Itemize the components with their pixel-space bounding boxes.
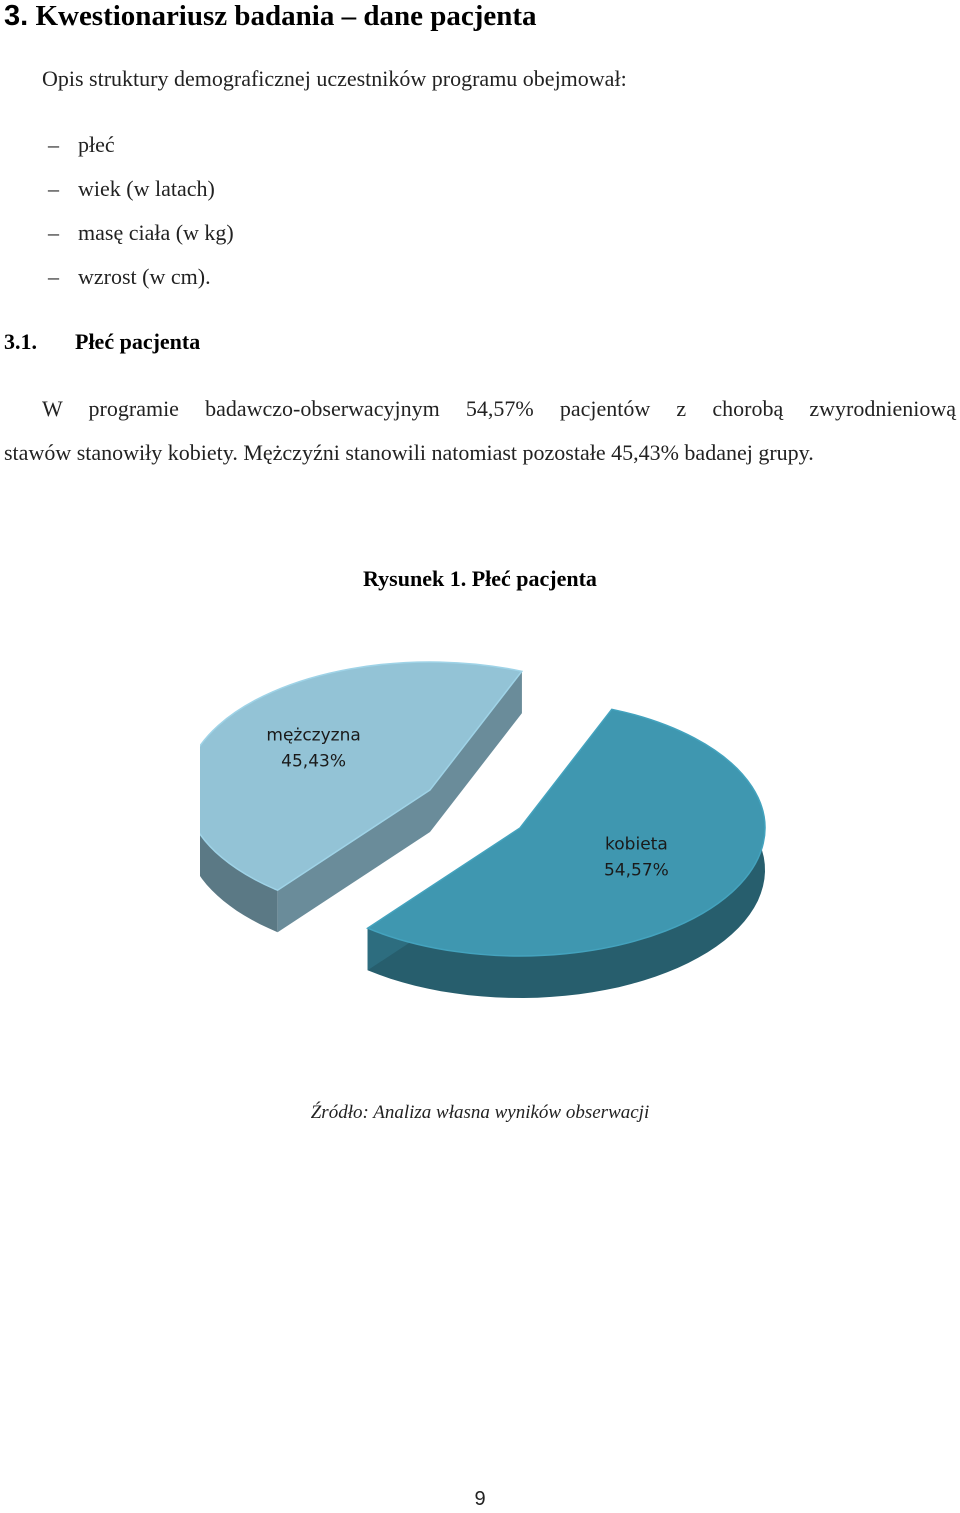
- subsection-number: 3.1.: [4, 329, 37, 354]
- list-item-text: płeć: [78, 132, 115, 157]
- slice-label: mężczyzna: [266, 725, 361, 746]
- subsection-heading: [4, 329, 200, 355]
- slice-value-label: 45,43%: [281, 751, 347, 772]
- list-bullet: –: [48, 220, 59, 245]
- page-number: 9: [474, 1488, 486, 1510]
- intro-text: Opis struktury demograficznej uczestników programu obejmował:: [42, 66, 627, 91]
- list-bullet: –: [48, 176, 59, 201]
- list-item: [48, 264, 211, 290]
- list-item-text: wiek (w latach): [78, 176, 215, 201]
- list-item-text: masę ciała (w kg): [78, 220, 234, 245]
- list-item-text: wzrost (w cm).: [78, 264, 211, 289]
- figure-caption: Rysunek 1. Płeć pacjenta: [363, 566, 597, 591]
- list-bullet: –: [48, 132, 59, 157]
- slice-value-label: 54,57%: [603, 860, 669, 881]
- list-item: [48, 132, 115, 158]
- section-number: 3.: [4, 0, 29, 32]
- list-bullet: –: [48, 264, 59, 289]
- paragraph-line-1: W programie badawczo-obserwacyjnym 54,57% pacjentów z chorobą zwyrodnieniową: [42, 396, 956, 421]
- list-item: [48, 220, 234, 246]
- paragraph-line-2: stawów stanowiły kobiety. Mężczyźni stanowili natomiast pozostałe 45,43% badanej grupy.: [4, 440, 814, 465]
- section-heading: [4, 0, 537, 33]
- list-item: [48, 176, 215, 202]
- figure-source: Źródło: Analiza własna wyników obserwacji: [310, 1102, 650, 1123]
- gender-pie-chart: [200, 660, 820, 1020]
- slice-label: kobieta: [605, 834, 668, 855]
- subsection-title: Płeć pacjenta: [75, 329, 201, 354]
- section-title: Kwestionariusz badania – dane pacjenta: [35, 0, 537, 32]
